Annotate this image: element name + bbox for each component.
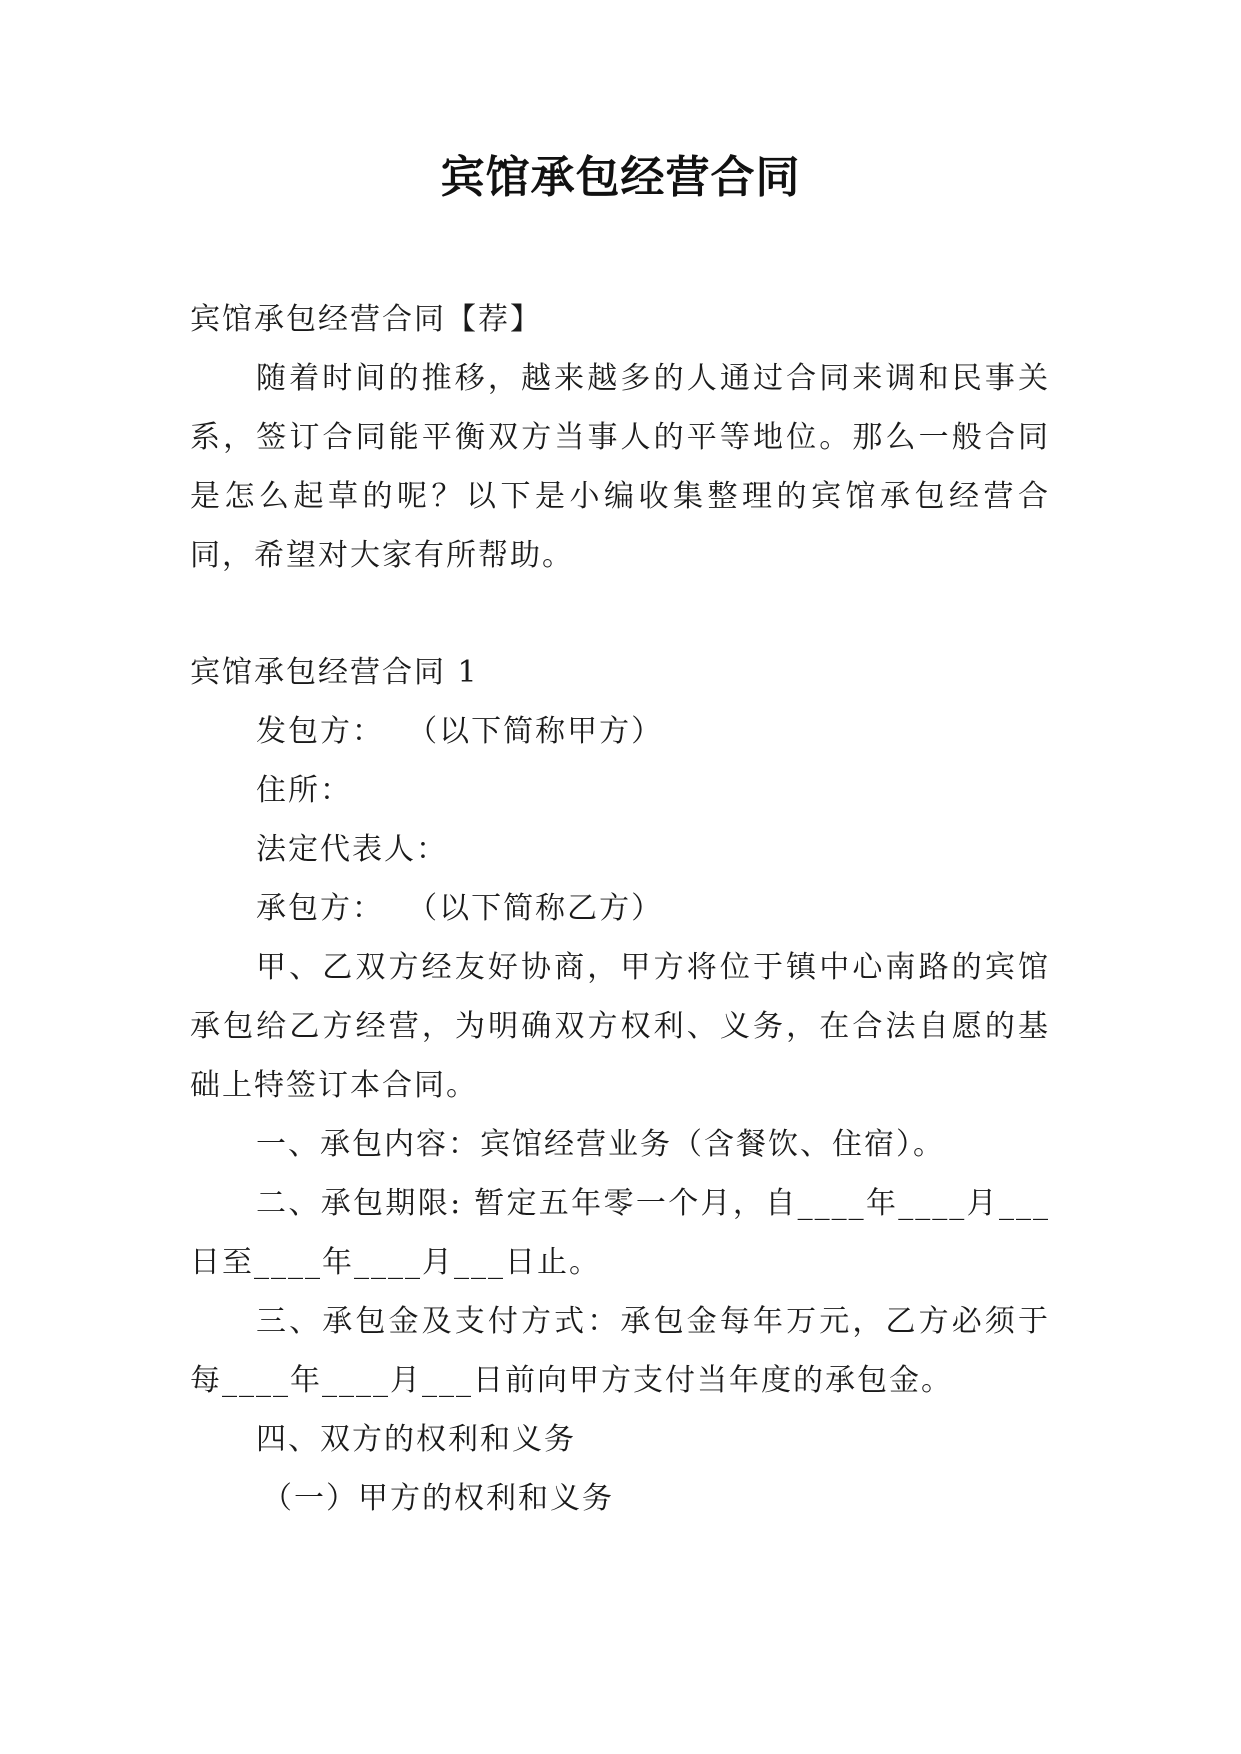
document-subtitle: 宾馆承包经营合同【荐】 [190,302,542,337]
document-body [190,290,1050,1528]
clause-4: 四、双方的权利和义务 [256,1422,576,1457]
address-line: 住所： [256,773,352,808]
preamble-paragraph: 甲、乙双方经友好协商，甲方将位于镇中心南路的宾馆承包给乙方经营，为明确双方权利、义务，在合法自愿的基础上特签订本合同。 [190,950,1050,1103]
intro-paragraph: 随着时间的推移，越来越多的人通过合同来调和民事关系，签订合同能平衡双方当事人的平等地位。那么一般合同是怎么起草的呢？以下是小编收集整理的宾馆承包经营合同，希望对大家有所帮助。 [190,361,1050,573]
contract-heading: 宾馆承包经营合同 1 [190,655,479,690]
clause-3: 三、承包金及支付方式：承包金每年万元，乙方必须于每____年____月___日前向甲方支付当年度的承包金。 [190,1304,1050,1398]
party-b-line: 承包方： （以下简称乙方） [256,891,664,926]
legal-rep-line: 法定代表人： [256,832,448,867]
clause-2: 二、承包期限: 暂定五年零一个月，自____年____月___日至____年____月___日止。 [190,1186,1050,1280]
document-title: 宾馆承包经营合同 [440,152,801,203]
party-a-line: 发包方： （以下简称甲方） [256,714,664,749]
clause-4-1: （一）甲方的权利和义务 [262,1481,614,1516]
clause-1: 一、承包内容：宾馆经营业务（含餐饮、住宿）。 [256,1127,945,1162]
